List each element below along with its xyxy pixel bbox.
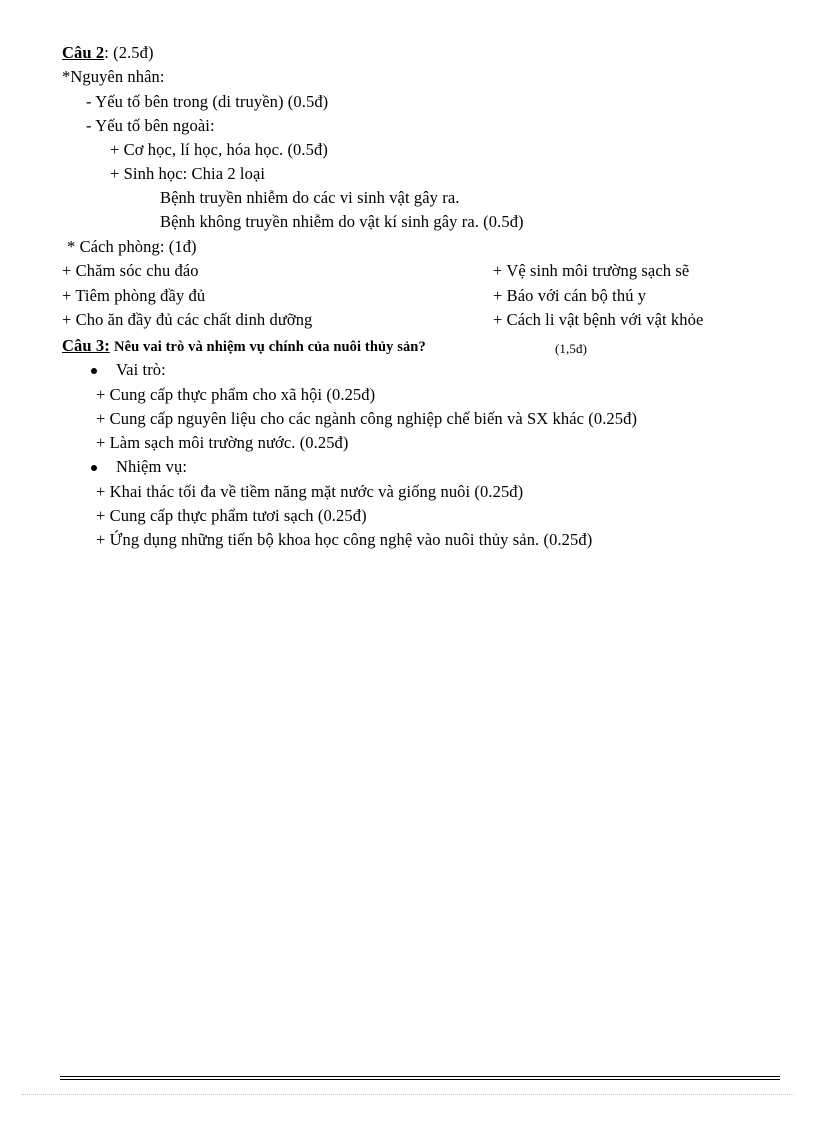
vai-tro-label: Vai trò:	[116, 360, 166, 379]
mechanical-factor: + Cơ học, lí học, hóa học. (0.5đ)	[110, 140, 328, 159]
non-infectious-disease: Bệnh không truyền nhiễm do vật kí sinh gây ra. (0.5đ)	[160, 212, 524, 231]
question-3-label: Câu 3:	[62, 336, 110, 355]
question-2-label: Câu 2	[62, 43, 105, 62]
prevention-left-item: + Tiêm phòng đầy đủ	[62, 286, 206, 305]
question-3-points: (1,5đ)	[555, 341, 588, 356]
prevention-right-item: + Cách li vật bệnh với vật khỏe	[493, 310, 704, 329]
page-bottom-dotted-line	[22, 1094, 794, 1095]
vai-tro-item: + Cung cấp nguyên liệu cho các ngành công nghiệp chế biến và SX khác (0.25đ)	[96, 409, 638, 428]
infectious-disease: Bệnh truyền nhiễm do các vi sinh vật gây ra.	[160, 188, 460, 207]
bullet-icon	[91, 465, 97, 471]
question-2-points: : (2.5đ)	[104, 43, 154, 62]
nhiem-vu-item: + Cung cấp thực phẩm tươi sạch (0.25đ)	[96, 506, 367, 525]
prevention-left-item: + Cho ăn đầy đủ các chất dinh dưỡng	[62, 310, 313, 329]
nhiem-vu-item: + Khai thác tối đa về tiềm năng mặt nước và giống nuôi (0.25đ)	[96, 482, 524, 501]
vai-tro-item: + Làm sạch môi trường nước. (0.25đ)	[96, 433, 349, 452]
vai-tro-item: + Cung cấp thực phẩm cho xã hội (0.25đ)	[96, 385, 376, 404]
external-factor: - Yếu tố bên ngoài:	[86, 116, 215, 135]
prevention-label: * Cách phòng: (1đ)	[67, 237, 197, 256]
bullet-icon	[91, 368, 97, 374]
prevention-right-item: + Báo với cán bộ thú y	[493, 286, 647, 305]
internal-factor: - Yếu tố bên trong (di truyền) (0.5đ)	[86, 92, 329, 111]
nhiem-vu-item: + Ứng dụng những tiến bộ khoa học công nghệ vào nuôi thủy sản. (0.25đ)	[96, 530, 593, 549]
footer-rule-bottom	[60, 1079, 780, 1080]
prevention-right-item: + Vệ sinh môi trường sạch sẽ	[493, 261, 690, 280]
prevention-left-item: + Chăm sóc chu đáo	[62, 261, 199, 280]
question-3-header	[62, 336, 426, 357]
question-2-header	[62, 43, 154, 63]
nguyen-nhan-label: *Nguyên nhân:	[62, 67, 165, 86]
nhiem-vu-label: Nhiệm vụ:	[116, 457, 188, 476]
footer-rule-top	[60, 1076, 780, 1077]
question-3-text: Nêu vai trò và nhiệm vụ chính của nuôi thủy sản?	[114, 339, 426, 355]
biological-factor: + Sinh học: Chia 2 loại	[110, 164, 266, 183]
